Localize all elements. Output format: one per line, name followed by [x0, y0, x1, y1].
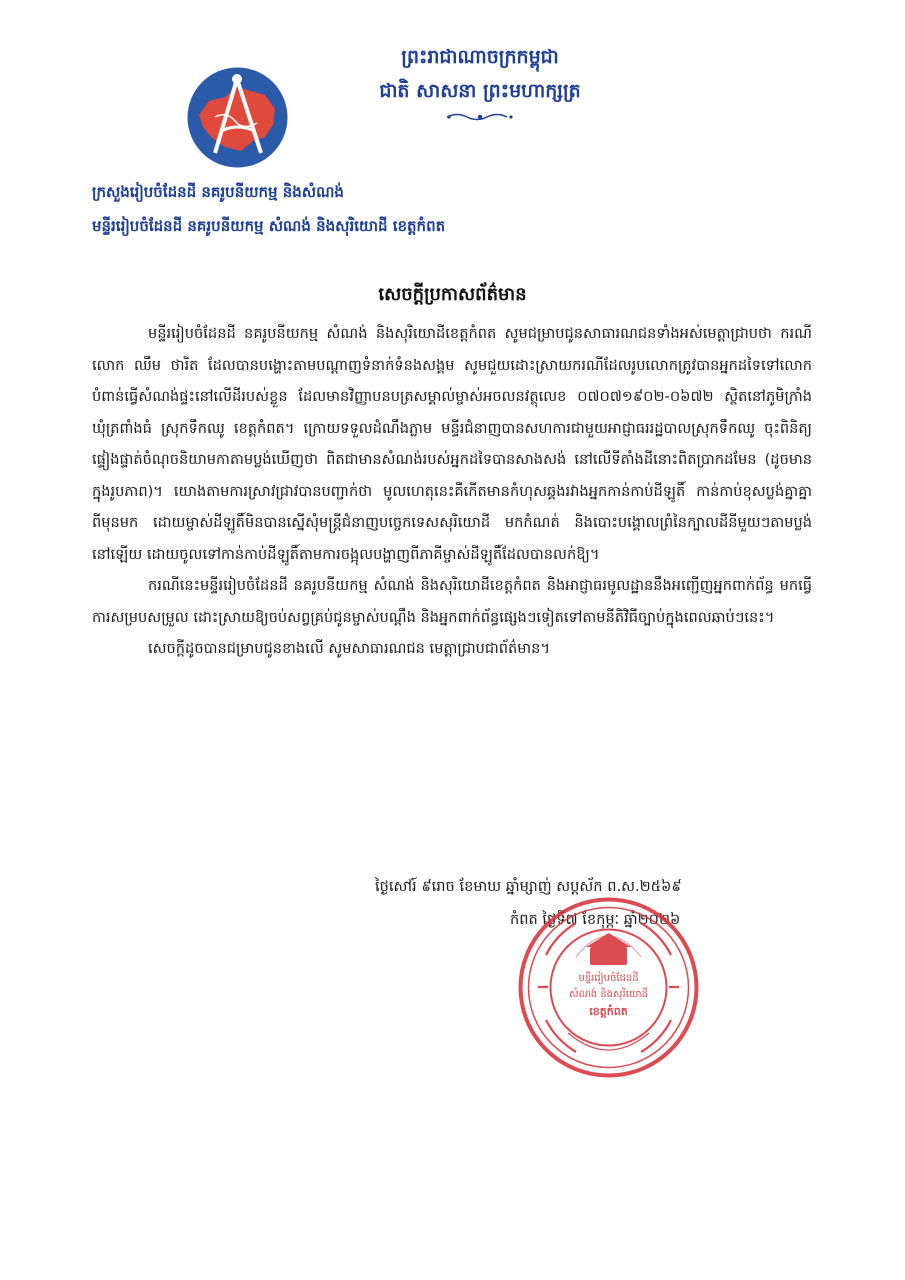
seal-inner-line-2: សំណង់ និងសុរិយោដី — [569, 989, 648, 1000]
paragraph-1: មន្ទីររៀបចំដែនដី នគរូបនីយកម្ម សំណង់ និងសុរិយោដីខេត្តកំពត សូមជម្រាបជូនសាធារណជនទាំងអស់មេត្តាជ្រាបថា ករណីលោក ឈឹម ថារិត ដែលបានបង្ហោះតាមបណ្ដាញទំនាក់ទំនងសង្គម សូមជួយដោះស្រាយករណីដែលរូបលោកត្រូវបានអ្នកដទៃទៅលោកបំពាន់ធ្វើសំណង់ផ្ទះនៅលើដីរបស់ខ្លួន ដែលមានវិញ្ញាបនបត្រសម្គាល់ម្ចាស់អចលនវត្ថុលេខ ០៧០៧១៩០២-០៦៧២ ស្ថិតនៅភូមិក្រាំង ឃុំត្រពាំងធំ ស្រុកទឹកឈូ ខេត្តកំពត។ ក្រោយទទួលដំណឹងភ្លាម មន្ទីរជំនាញបានសហការជាមួយអាជ្ញាធររដ្ឋបាលស្រុកទឹកឈូ ចុះពិនិត្យផ្ទៀងផ្ទាត់ចំណុចនិយាមកាតាមប្លង់ឃើញថា ពិតជាមានសំណង់របស់អ្នកដទៃបានសាងសង់ នៅលើទីតាំងដីនោះពិតប្រាកដមែន (ដូចមានក្នុងរូបភាព)។ យោងតាមការស្រាវជ្រាវបានបញ្ជាក់ថា មូលហេតុនេះគឺកើតមានកំហុសឆ្គងរវាងអ្នកកាន់កាប់ដីឡូតិ៍ កាន់កាប់ខុសប្លង់គ្នាគ្នាពីមុនមក ដោយម្ចាស់ដីឡូតិ៍មិនបានស្នើសុំមន្ត្រីជំនាញបច្ចេកទេសសុរិយោដី មកកំណត់ និងបោះបង្គោលព្រំនៃក្បាលដីនីមួយៗតាមប្លង់នៅឡើយ ដោយចូលទៅកាន់កាប់ដីឡូតិ៍តាមការចង្អុលបង្ហាញពីភាគីម្ចាស់ដីឡូតិ៍ដែលបានលក់ឱ្យ។ — [92, 325, 812, 563]
document-body — [92, 318, 812, 665]
paragraph-3: សេចក្ដីដូចបានជម្រាបជូនខាងលើ សូមសាធារណជន មេត្តាជ្រាបជាព័ត៌មាន។ — [148, 640, 551, 657]
kingdom-line-1: ព្រះរាជាណាចក្រកម្ពុជា — [401, 46, 559, 68]
ornament-divider-icon — [445, 112, 515, 122]
kingdom-line-2: ជាតិ សាសនា ព្រះមហាក្សត្រ — [379, 80, 581, 102]
document-title: សេចក្ដីប្រកាសព័ត៌មាន — [378, 284, 527, 305]
official-seal-stamp — [516, 895, 701, 1080]
kingdom-header — [355, 40, 605, 122]
solar-date: កំពត ថ្ងៃទី៧ ខែកុម្ភៈ ឆ្នាំ២០២៦ — [510, 911, 681, 928]
seal-inner-line-1: មន្ទីររៀបចំដែនដី — [578, 973, 639, 984]
ministry-logo — [185, 65, 290, 170]
paragraph-2: ករណីនេះមន្ទីររៀបចំដែនដី នគរូបនីយកម្ម សំណង់ និងសុរិយោដីខេត្តកំពត និងអាជ្ញាធរមូលដ្ឋាននឹងអញ្ជើញអ្នកពាក់ព័ន្ធ មកធ្វើការសម្របសម្រួល ដោះស្រាយឱ្យចប់សព្វគ្រប់ជូនម្ចាស់បណ្ដឹង និងអ្នកពាក់ព័ន្ធផ្សេងៗទៀតទៅតាមនីតិវិធីច្បាប់ក្នុងពេលឆាប់ៗនេះ។ — [92, 577, 812, 626]
lunar-date: ថ្ងៃសៅរ៍ ៩រោច ខែមាឃ ឆ្នាំម្សាញ់ សប្តស័ក ព.ស.២៥៦៩ — [375, 878, 682, 895]
ministry-name — [92, 175, 652, 243]
ministry-line-1: ក្រសួងរៀបចំដែនដី នគរូបនីយកម្ម និងសំណង់ — [92, 183, 344, 201]
ministry-line-2: មន្ទីររៀបចំដែនដី នគរូបនីយកម្ម សំណង់ និងសុរិយោដី ខេត្តកំពត — [92, 217, 446, 235]
seal-inner-line-3: ខេត្តកំពត — [589, 1005, 628, 1018]
